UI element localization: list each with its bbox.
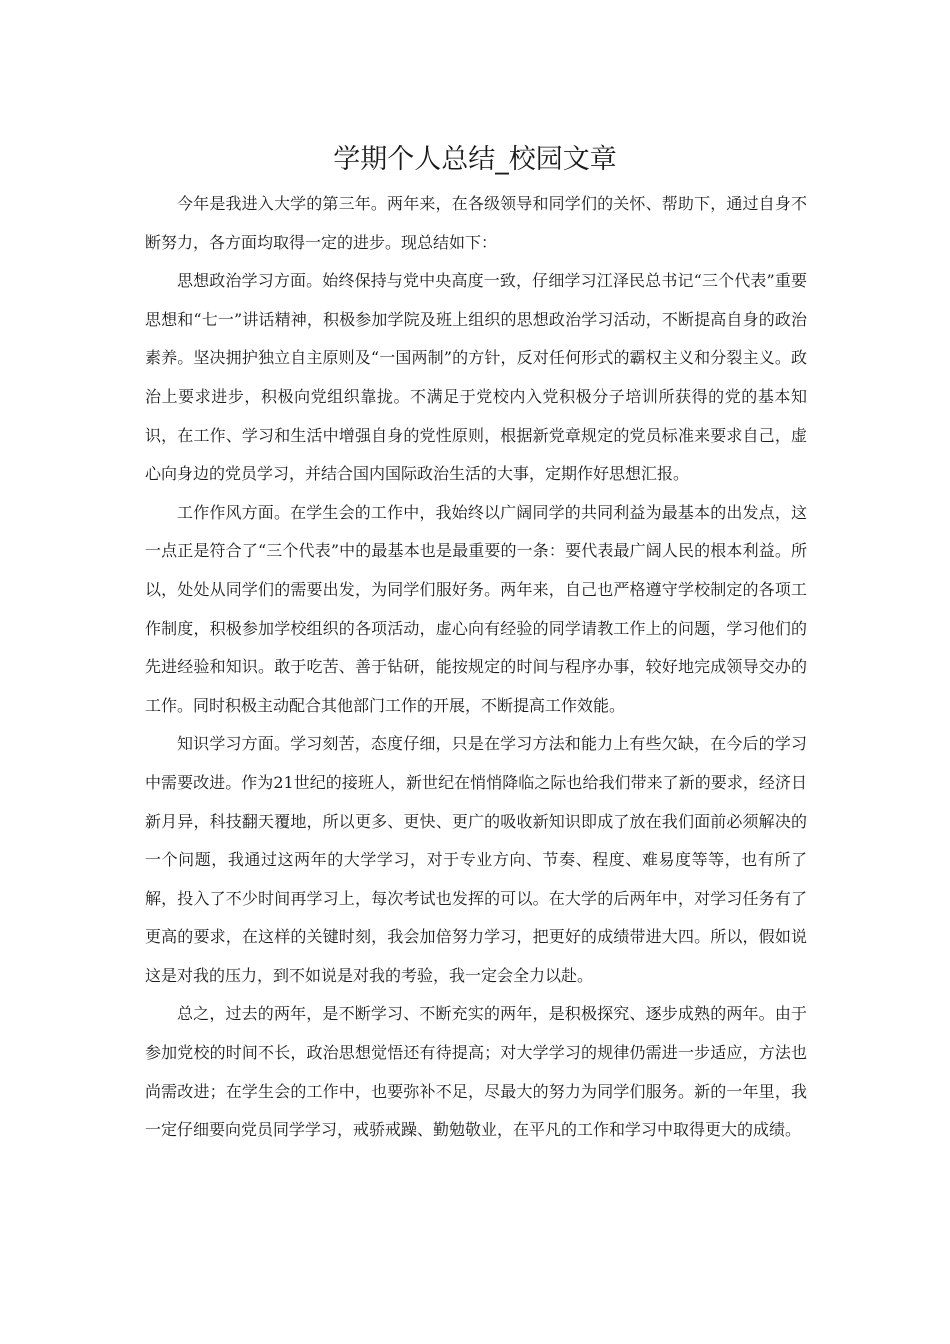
paragraph-conclusion: 总之，过去的两年，是不断学习、不断充实的两年，是积极探究、逐步成熟的两年。由于参加党校的时间不长，政治思想觉悟还有待提高；对大学学习的规律仍需进一步适应，方法也尚需改进；在学生会的工作中，也要弥补不足，尽最大的努力为同学们服务。新的一年里，我一定仔细要向党员同学学习，戒骄戒躁、勤勉敬业，在平凡的工作和学习中取得更大的成绩。 [145, 1004, 807, 1140]
paragraph-work-style: 工作作风方面。在学生会的工作中，我始终以广阔同学的共同利益为最基本的出发点，这一点正是符合了“三个代表”中的最基本也是最重要的一条：要代表最广阔人民的根本利益。所以，处处从同学们的需要出发，为同学们服好务。两年来，自己也严格遵守学校制定的各项工作制度，积极参加学校组织的各项活动，虚心向有经验的同学请教工作上的问题，学习他们的先进经验和知识。敢于吃苦、善于钻研，能按规定的时间与程序办事，较好地完成领导交办的工作。同时积极主动配合其他部门工作的开展，不断提高工作效能。 [145, 502, 807, 715]
paragraph-intro: 今年是我进入大学的第三年。两年来，在各级领导和同学们的关怀、帮助下，通过自身不断努力，各方面均取得一定的进步。现总结如下： [145, 194, 807, 252]
paragraph-political-study: 思想政治学习方面。始终保持与党中央高度一致，仔细学习江泽民总书记“三个代表”重要思想和“七一”讲话精神，积极参加学院及班上组织的思想政治学习活动，不断提高自身的政治素养。坚决拥护独立自主原则及“一国两制”的方针，反对任何形式的霸权主义和分裂主义。政治上要求进步，积极向党组织靠拢。不满足于党校内入党积极分子培训所获得的党的基本知识，在工作、学习和生活中增强自身的党性原则，根据新党章规定的党员标准来要求自己，虚心向身边的党员学习，并结合国内国际政治生活的大事，定期作好思想汇报。 [145, 271, 807, 484]
document-title: 学期个人总结_校园文章 [333, 144, 617, 175]
paragraph-knowledge-study: 知识学习方面。学习刻苦，态度仔细，只是在学习方法和能力上有些欠缺，在今后的学习中需要改进。作为21世纪的接班人，新世纪在悄悄降临之际也给我们带来了新的要求，经济日新月异，科技翻天覆地，所以更多、更快、更广的吸收新知识即成了放在我们面前必须解决的一个问题，我通过这两年的大学学习，对于专业方向、节奏、程度、难易度等等，也有所了解，投入了不少时间再学习上，每次考试也发挥的可以。在大学的后两年中，对学习任务有了更高的要求，在这样的关键时刻，我会加倍努力学习，把更好的成绩带进大四。所以，假如说这是对我的压力，到不如说是对我的考验，我一定会全力以赴。 [145, 734, 807, 985]
document-body [145, 185, 807, 1150]
